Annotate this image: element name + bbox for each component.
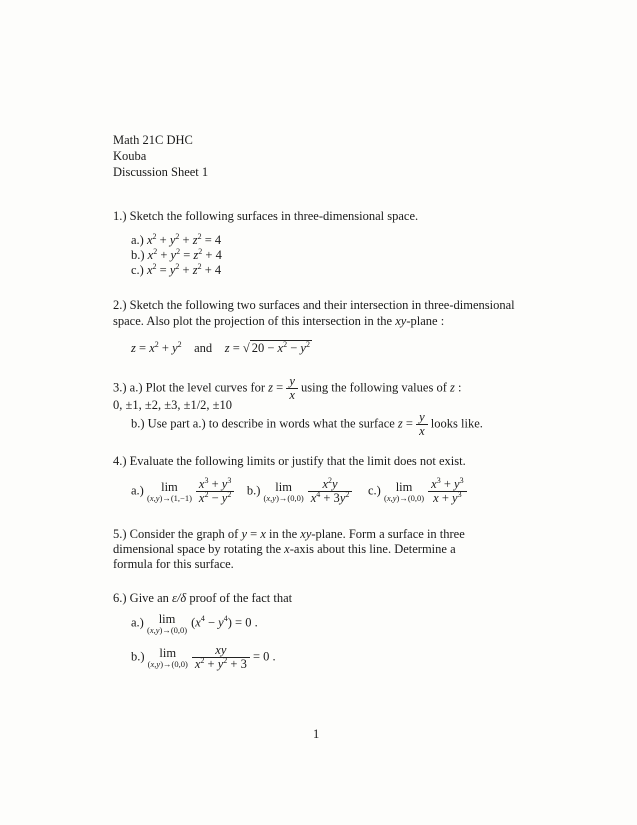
problem-5-text-d: dimensional space by rotating the (113, 542, 282, 556)
problem-3a: 3.) a.) Plot the level curves for z = $\frac{y}{x}$ using the following values of z : (113, 374, 462, 403)
problem-5-text-c: -plane. Form a surface in three (311, 527, 465, 541)
problem-6a: a.) lim (x,y)→(0,0) $(x^4 - y^4) = 0$ . (131, 612, 258, 635)
fraction-6b: $\frac{xy}{x^2 + y^2 + 3}$ (192, 644, 250, 671)
fraction-4c: $\frac{x^3 + y^3}{x + y^3}$ (428, 478, 466, 505)
problem-6a-label: a.) (131, 615, 144, 630)
problem-1c: c.) $x^2 = y^2 + z^2 + 4$ (131, 261, 222, 277)
limit-6a: lim (x,y)→(0,0) (146, 612, 188, 635)
problem-2-line2-text: space. Also plot the projection of this intersection in the (113, 314, 393, 328)
page-number: 1 (313, 727, 320, 741)
problem-4b-label: b.) (246, 483, 261, 498)
problem-2-line2-end: -plane : (406, 314, 445, 328)
problem-6-intro (113, 591, 292, 606)
problem-2-line1: 2.) Sketch the following two surfaces and their intersection in three-dimensional (113, 298, 515, 312)
problem-6b-label: b.) (131, 649, 145, 664)
instructor-name: Kouba (113, 149, 147, 163)
problem-1c-label: c.) (131, 263, 144, 277)
z-variable: z (450, 380, 455, 395)
problem-2-equations: $z = x^2 + y^2$ and z = √ $20 - x^2 - y^2$ (131, 339, 310, 355)
fraction-4a: $\frac{x^3 + y^3}{x^2 - y^2}$ (196, 478, 234, 505)
problem-4-limits (131, 475, 467, 506)
problem-6b: b.) lim (x,y)→(0,0) $\frac{xy}{x^2 + y^2 + 3}$ = 0 . (131, 643, 276, 672)
problem-3a-text: 3.) a.) Plot the level curves for (113, 380, 266, 395)
limit-4c: lim (x,y)→(0,0) (383, 480, 425, 503)
problem-5-text-e: -axis about this line. Determine a (289, 542, 456, 556)
xy-plane-label: xy (395, 314, 407, 328)
problem-3b-text: b.) Use part a.) to describe in words what the surface (131, 416, 395, 431)
limit-6b: lim (x,y)→(0,0) (147, 646, 188, 669)
problem-5-line1: 5.) Consider the graph of y = x in the xy-plane. Form a surface in three (113, 527, 465, 541)
problem-1b: b.) $x^2 + y^2 = z^2 + 4$ (131, 246, 222, 262)
problem-5-text-b: in the (269, 527, 298, 541)
problem-3a-text-end: using the following values of (301, 380, 447, 395)
epsilon-delta: ε/δ (172, 591, 187, 605)
problem-1a: a.) $x^2 + y^2 + z^2 = 4$ (131, 231, 222, 247)
problem-3-values: 0, ±1, ±2, ±3, ±1/2, ±10 (113, 398, 233, 412)
problem-4a-label: a.) (131, 483, 144, 498)
fraction-4b: $\frac{x^2y}{x^4 + 3y^2}$ (308, 478, 353, 505)
problem-4-intro: 4.) Evaluate the following limits or justify that the limit does not exist. (113, 454, 466, 468)
problem-1b-label: b.) (131, 248, 145, 262)
problem-2-line2 (113, 314, 444, 329)
problem-3b-text-end: looks like. (430, 416, 483, 431)
fraction-y-over-x-b: $\frac{y}{x}$ (416, 411, 428, 438)
problem-4c-label: c.) (368, 483, 381, 498)
problem-5-line2: dimensional space by rotating the x-axis about this line. Determine a (113, 542, 456, 556)
problem-3b: b.) Use part a.) to describe in words what the surface z = $\frac{y}{x}$ looks like. (131, 410, 483, 439)
problem-1-intro: 1.) Sketch the following surfaces in three-dimensional space. (113, 209, 419, 223)
problem-5-text-a: 5.) Consider the graph of (113, 527, 239, 541)
limit-4b: lim (x,y)→(0,0) (263, 480, 304, 503)
problem-1a-label: a.) (131, 233, 144, 247)
fraction-y-over-x: $\frac{y}{x}$ (286, 375, 298, 402)
problem-5-line3: formula for this surface. (113, 557, 234, 571)
problem-6-text-b: proof of the fact that (189, 591, 293, 605)
sheet-title: Discussion Sheet 1 (113, 165, 209, 179)
and-word: and (194, 341, 213, 355)
course-title: Math 21C DHC (113, 133, 193, 147)
limit-4a: lim (x,y)→(1,−1) (146, 480, 192, 503)
problem-6-text-a: 6.) Give an (113, 591, 169, 605)
